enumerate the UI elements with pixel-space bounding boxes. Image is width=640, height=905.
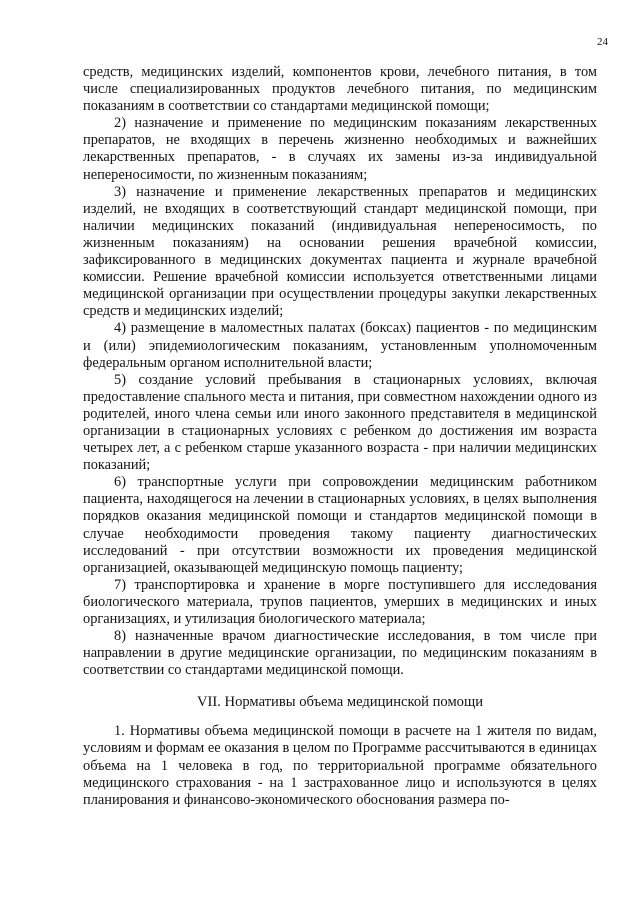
section-paragraph: 1. Нормативы объема медицинской помощи в расчете на 1 жителя по видам, условиям и формам ее оказания в целом по Программе рассчитываются в единицах объема на 1 человека в год, по территориальной программе обязательного медицинского страхования - на 1 застрахованное лицо и используются в целях планирования и финансово-экономического обоснования размера по-: [83, 723, 597, 808]
page-number: 24: [597, 36, 608, 48]
list-item-6: 6) транспортные услуги при сопровождении медицинским работником пациента, находящегося на лечении в стационарных условиях, в целях выполнения порядков оказания медицинской помощи и стандартов медицинской помощи в случае необходимости проведения такому пациенту диагностических исследований - при отсутствии возможности их проведения медицинской организацией, оказывающей медицинскую помощь пациенту;: [83, 474, 597, 576]
list-item-3: 3) назначение и применение лекарственных препаратов и медицинских изделий, не входящих в соответствующий стандарт медицинской помощи, при наличии медицинских показаний (индивидуальная непереносимость, по жизненным показаниям) на основании решения врачебной комиссии, зафиксированного в медицинских документах пациента и журнале врачебной комиссии. Решение врачебной комиссии используется ответственными лицами медицинской организации при осуществлении процедуры закупки лекарственных средств и медицинских изделий;: [83, 183, 597, 320]
list-item-4: 4) размещение в маломестных палатах (боксах) пациентов - по медицинским и (или) эпидемиологическим показаниям, установленным уполномоченным федеральным органом исполнительной власти;: [83, 320, 597, 371]
document-body: [83, 64, 597, 809]
list-item-7: 7) транспортировка и хранение в морге поступившего для исследования биологического материала, трупов пациентов, умерших в медицинских и иных организациях, и утилизация биологического материала;: [83, 576, 597, 627]
list-item-5: 5) создание условий пребывания в стационарных условиях, включая предоставление спального места и питания, при совместном нахождении одного из родителей, иного члена семьи или иного законного представителя в медицинской организации в стационарных условиях с ребенком до достижения им возраста четырех лет, а с ребенком старше указанного возраста - при наличии медицинских показаний;: [83, 371, 597, 474]
section-heading: VII. Нормативы объема медицинской помощи: [196, 694, 484, 711]
list-item-2: 2) назначение и применение по медицинским показаниям лекарственных препаратов, не входящих в перечень жизненно необходимых и важнейших лекарственных препаратов, - в случаях их замены из-за индивидуальной непереносимости, по жизненным показаниям;: [83, 115, 597, 183]
list-item-8: 8) назначенные врачом диагностические исследования, в том числе при направлении в другие медицинские организации, по медицинским показаниям в соответствии со стандартами медицинской помощи.: [83, 628, 597, 679]
paragraph-continuation: средств, медицинских изделий, компонентов крови, лечебного питания, в том числе специализированных продуктов лечебного питания, по медицинским показаниям в соответствии со стандартами медицинской помощи;: [83, 64, 597, 115]
